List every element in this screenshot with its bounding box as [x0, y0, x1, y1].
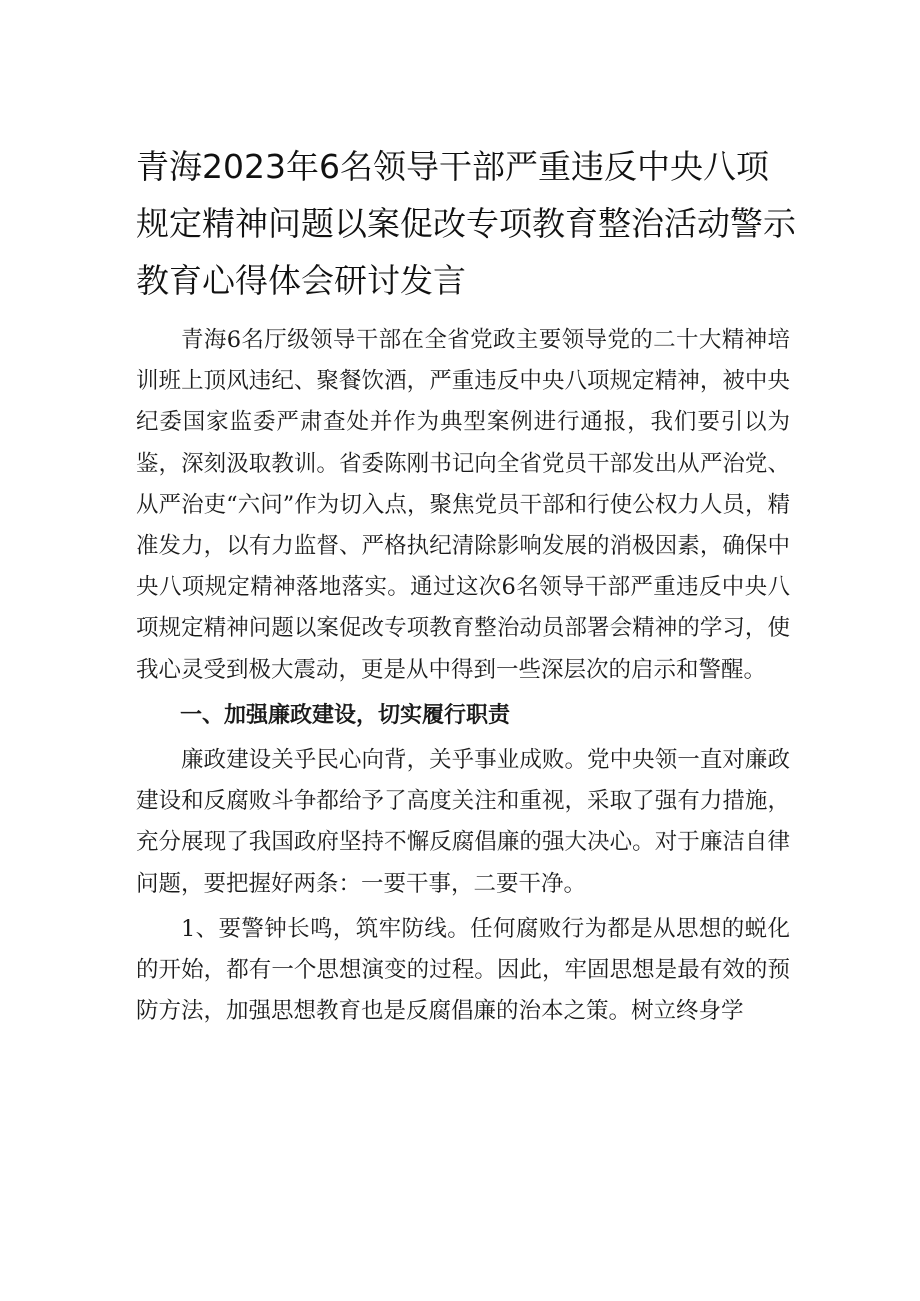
section-1-paragraph: 廉政建设关乎民心向背，关乎事业成败。党中央领一直对廉政建设和反腐败斗争都给予了高度关注和重视，采取了强有力措施，充分展现了我国政府坚持不懈反腐倡廉的强大决心。对于廉洁自律问题，要把握好两条：一要干事，二要干净。	[136, 747, 790, 897]
document-body	[136, 320, 790, 1032]
point-1-paragraph: 1、要警钟长鸣，筑牢防线。任何腐败行为都是从思想的蜕化的开始，都有一个思想演变的过程。因此，牢固思想是最有效的预防方法，加强思想教育也是反腐倡廉的治本之策。树立终身学	[136, 915, 790, 1025]
section-heading-1: 一、加强廉政建设，切实履行职责	[180, 702, 511, 728]
intro-paragraph: 青海6名厅级领导干部在全省党政主要领导党的二十大精神培训班上顶风违纪、聚餐饮酒，严重违反中央八项规定精神，被中央纪委国家监委严肃查处并作为典型案例进行通报，我们要引以为鉴，深刻汲取教训。省委陈刚书记向全省党员干部发出从严治党、从严治吏“六问”作为切入点，聚焦党员干部和行使公权力人员，精准发力，以有力监督、严格执纪清除影响发展的消极因素，确保中央八项规定精神落地落实。通过这次6名领导干部严重违反中央八项规定精神问题以案促改专项教育整治动员部署会精神的学习，使我心灵受到极大震动，更是从中得到一些深层次的启示和警醒。	[136, 327, 790, 683]
document-title: 青海2023年6名领导干部严重违反中央八项规定精神问题以案促改专项教育整治活动警示教育心得体会研讨发言	[136, 147, 796, 300]
